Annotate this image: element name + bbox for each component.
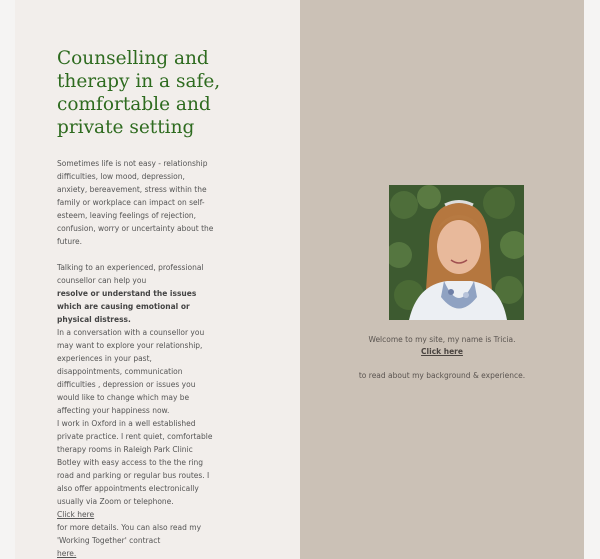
intro-paragraph: Sometimes life is not easy - relationship difficulties, low mood, depression, anxiety, bereavement, stress within the family or workplace can impact on self-esteem, leaving feelings of rejection, confusion, worry or uncertainty about the future. xyxy=(57,159,214,246)
page xyxy=(15,0,584,559)
details-click-here-link[interactable]: Click here xyxy=(57,510,95,519)
intro-text xyxy=(57,157,217,559)
welcome-text: Welcome to my site, my name is Tricia. xyxy=(368,335,516,344)
conversation-paragraph: In a conversation with a counsellor you may want to explore your relationship, experiences in your past, disappointments, communication difficulties , depression or issues you would like to change which may be affecting your happiness now. xyxy=(57,328,205,415)
background-click-here-link[interactable]: Click here xyxy=(421,347,463,356)
welcome-caption xyxy=(300,334,584,382)
practice-paragraph: I work in Oxford in a well established private practice. I rent quiet, comfortable therapy rooms in Raleigh Park Clinic Botley with easy access to the the ring road and parking or regular bus routes. I also offer appointments electronically usually via Zoom or telephone. xyxy=(57,419,213,506)
resolve-issues-text: resolve or understand the issues which are causing emotional or physical distress. xyxy=(57,289,197,324)
profile-photo xyxy=(389,185,524,320)
portrait-image xyxy=(389,185,524,320)
talking-paragraph: Talking to an experienced, professional counsellor can help you xyxy=(57,263,204,285)
page-headline: Counselling and therapy in a safe, comfortable and private setting xyxy=(57,48,221,138)
contract-paragraph: for more details. You can also read my 'Working Together' contract xyxy=(57,523,202,545)
background-text: to read about my background & experience. xyxy=(358,371,526,380)
left-column xyxy=(15,0,300,559)
contract-here-link[interactable]: here. xyxy=(57,549,77,558)
right-column xyxy=(300,0,584,559)
